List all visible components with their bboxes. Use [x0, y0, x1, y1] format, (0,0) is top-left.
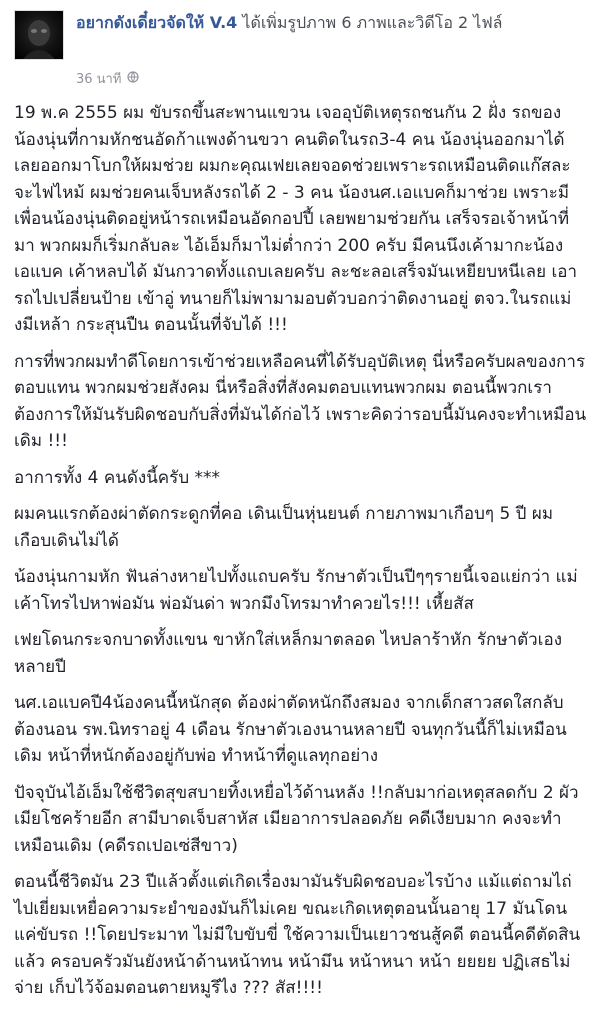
post-paragraph: การที่พวกผมทำดีโดยการเข้าช่วยเหลือคนที่ได้รับอุบัติเหตุ นี่หรือครับผลของการตอบแทน พวกผมช่วยสังคม นี่หรือสิ่งที่สังคมตอบแทนพวกผม ตอนนี้พวกเราต้องการให้มันรับผิดชอบกับสิ่งที่มันได้ก่อไว้ เพราะคิดว่ารอบนี้มันคงจะทำเหมือนเดิม !!!: [14, 351, 587, 451]
post-paragraph: ปัจจุบันไอ้เอ็มใช้ชีวิตสุขสบายทิ้งเหยื่อไว้ด้านหลัง !!กลับมาก่อเหตุสลดกับ 2 ผัวเมียโชคร้ายอีก สามีบาดเจ็บสาหัส เมียอาการปลอดภัย คดีเงียบมาก คงจะทำเหมือนเดิม (คดีรถเปอเซ่สีขาว): [14, 782, 579, 856]
post-header: [14, 10, 590, 90]
post-title-line: [76, 11, 586, 35]
post-paragraph: ตอนนี้ชีวิตมัน 23 ปีแล้วตั้งแต่เกิดเรื่องมามันรับผิดชอบอะไรบ้าง แม้แต่ถามไถ่ไปเยี่ยมเหยื่อความระยำของมันก็ไม่เคย ขณะเกิดเหตุตอนนั้นอายุ 17 มันโดนแค่ขับรถ !!โดยประมาท ไม่มีใบขับขี่ ใช้ความเป็นเยาวชนสู้คดี ตอนนี้คดีตัดสินแล้ว ครอบครัวมันยังหน้าด้านหน้าทน หน้ามึน หน้าหนา หน้า ยยยย ปฏิเสธไม่จ่าย เก็บไว้จ้อมตอนตายหมูรึไง ??? สัส!!!!: [14, 872, 581, 998]
post-paragraph: 19 พ.ค 2555 ผม ขับรถขึ้นสะพานแขวน เจออุบัติเหตุรถชนกัน 2 ฝั่ง รถของน้องนุ่นที่กามหักชนอัดก้าแพงด้านขวา คนติดในรถ3-4 คน น้องนุ่นออกมาได้เลยออกมาโบกให้ผมช่วย ผมกะคุณเฟยเลยจอดช่วยเพราะรถเหมือนติดแก๊สละจะไฟไหม้ ผมช่วยคนเจ็บหลังรถได้ 2 - 3 คน น้องนศ.เอแบคก็มาช่วย เพราะมีเพื่อนน้องนุ่นติดอยู่หน้ารถเหมือนอัดกอปปี้ เลยพยามช่วยกัน เสร็จรอเจ้าหน้าที่มา พวกผมก็เริ่มกลับละ ไอ้เอ็มก็มาไม่ต่ำกว่า 200 ครับ มีคนนึงเค้ามากะน้องเอแบค เค้าหลบได้ มันกวาดทั้งแถบเลยครับ ละชะลอเสร็จมันเหยียบหนีเลย เอารถไปเปลี่ยนป้าย เข้าอู่ ทนายก็ไม่พามามอบตัวบอกว่าติดงานอยู่ ตจว.ในรถแม่งมีเหล้า กระสุนปืน ตอนนั้นที่จับได้ !!!: [14, 103, 578, 335]
page-name-link[interactable]: อยากดังเดี๋ยวจัดให้ V.4: [76, 13, 238, 32]
post-paragraph: น้องนุ่นกามหัก ฟันล่างหายไปทั้งแถบครับ รักษาตัวเป็นปีๆๆรายนี้เจอแย่กว่า แม่เค้าโทรไปหาพ่อมัน พ่อมันด่า พวกมึงโทรมาทำควยไร!!! เหี้ยสัส: [14, 567, 578, 614]
post-paragraph: เฟยโดนกระจกบาดทั้งแขน ขาหักใส่เหล็กมาตลอด ไหปลาร้าหัก รักษาตัวเองหลายปี: [14, 630, 563, 677]
post-timestamp[interactable]: 36 นาที: [76, 72, 122, 87]
page-avatar[interactable]: [14, 10, 64, 60]
post-action-text: ได้เพิ่มรูปภาพ 6 ภาพและวิดีโอ 2 ไฟล์: [237, 13, 503, 32]
post-paragraph: อาการทั้ง 4 คนดังนี้ครับ ***: [14, 467, 221, 488]
post-meta: [76, 68, 139, 89]
globe-icon[interactable]: [127, 71, 139, 87]
avatar-image: [15, 11, 63, 59]
post-paragraph: นศ.เอแบคปี4น้องคนนี้หนักสุด ต้องผ่าตัดหนักถึงสมอง จากเด็กสาวสดใสกลับต้องนอน รพ.นิทราอยู่ 4 เดือน รักษาตัวเองนานหลายปี จนทุกวันนี้ก็ไม่เหมือนเดิม หน้าที่หนักต้องอยู่กับพ่อ ทำหน้าที่ดูแลทุกอย่าง: [14, 693, 567, 766]
post-paragraph: ผมคนแรกต้องผ่าตัดกระดูกที่คอ เดินเป็นหุ่นยนต์ กายภาพมาเกือบๆ 5 ปี ผมเกือบเดินไม่ได้: [14, 504, 554, 551]
post-body: [14, 100, 589, 1012]
